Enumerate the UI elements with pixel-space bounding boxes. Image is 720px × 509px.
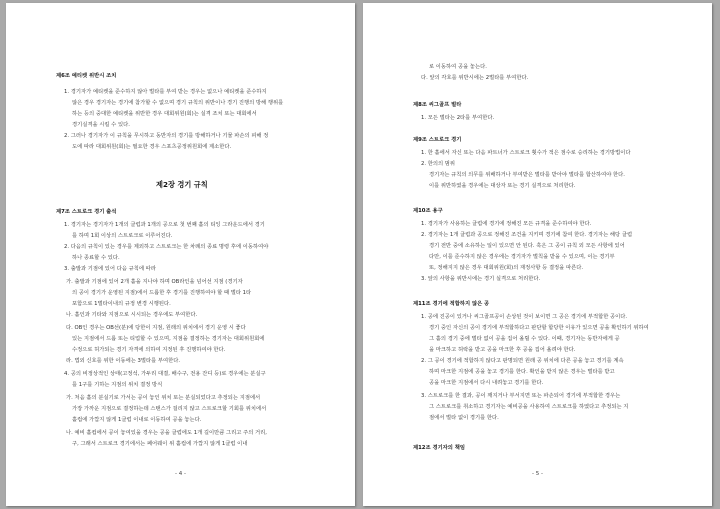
text-line: 3. 출발과 기점에 있어 다음 규칙에 따라 [64, 266, 156, 272]
text-line: 3. 앞의 사항을 위반시에는 경기 실격으로 처리한다. [421, 276, 541, 282]
text-line: 1. 경기자가 예티켓을 준수하지 않아 벌타를 부여 받는 경우는 없으나 예티켓을 준수하지 [64, 89, 267, 95]
page-content [6, 3, 355, 506]
section-heading: 제12조 경기자의 책임 [413, 445, 465, 451]
text-line: 가. 처음 홀의 분실기로 가서는 공이 놓인 위치 또는 분실되었다고 추정되는 지점에서 [66, 395, 261, 401]
text-line: 하나 종료할 수 있다. [72, 255, 120, 261]
text-line: 구, 그래서 스트로크 경기에서는 페어웨이 위 홀컵에 가깝지 않게 1클럽 이내 [72, 441, 248, 447]
text-line: 이를 위반하였을 경우에는 대상자 또는 경기 실격으로 처리한다. [429, 183, 576, 189]
text-line: 있는 지점에서 드롭 또는 티업할 수 있으며, 지점을 결정하는 경기자는 대회위원회에 [72, 336, 265, 342]
text-line: 2. 한의의 범위 [421, 161, 456, 167]
text-line: 다만, 이를 준수하지 않은 경우에는 경기자가 벌칙을 받을 수 있으며, 이는 경기부 [429, 254, 615, 260]
text-line: 을 마크하고 허락을 받고 공을 마크한 후 공을 집어 올려야 한다. [429, 347, 576, 353]
text-line: 로 이동하여 공을 놓는다. [429, 64, 487, 70]
text-line: 1. 한 홀에서 자신 또는 다음 파트너가 스트로크 횟수가 적은 점수로 승리하는 경기방법이다 [421, 150, 631, 156]
text-line: 1. 공에 진공이 있거나 씨그골프공이 손상된 것이 보이면 그 공은 경기에 부적합한 공이다. [421, 314, 628, 320]
section-heading: 제7조 스트로크 경기 출석 [56, 209, 117, 215]
text-line: 경기 중인 자신의 공이 경기에 부적합하다고 판단할 합당한 이유가 있으면 공을 확인하기 위하여 [429, 325, 649, 331]
text-line: 하며 마크한 지점에 공을 놓고 경기를 한다. 확인을 받지 않은 경우는 벌타를 받고 [429, 369, 615, 375]
section-heading: 제9조 스트로크 경기 [413, 137, 462, 143]
text-line: 2. 그 공이 경기에 적합하지 않다고 판명되면 원래 공 위치에 다른 공을 놓고 경기를 계속 [421, 358, 624, 364]
text-line: 또, 정해지지 않은 경우 대회위원(회)의 재정사항 등 결정을 따른다. [429, 265, 584, 271]
text-line: 나. 예비 홀컵에서 공이 놓여있을 경우는 공을 클럽에도 1개 길이만큼 그리고 주의 거리, [66, 430, 267, 436]
text-line: 1. 모든 벌타는 2타를 부여한다. [421, 115, 495, 121]
text-line: 하는 등의 중대한 예티켓을 위반한 경우 대회위원(회)는 실격 조치 또는 대회에서 [72, 111, 257, 117]
text-line: 홀컵에 가깝지 않게 1클럽 이내로 이동하여 공을 놓는다. [72, 417, 202, 423]
text-line: 수정으로 허가되는 경기 자격에 의하여 지정된 후 진행하여야 한다. [72, 347, 226, 353]
text-line: 2. 그러나 경기자가 이 규칙을 무시하고 동반자의 경기를 방해하거나 기물 파손의 피해 정 [64, 133, 269, 139]
text-line: 를 1구를 기하는 지점의 위치 결정 방식 [72, 382, 163, 388]
text-line: 공을 마크한 지점에서 다시 내려놓고 경기를 한다. [429, 380, 544, 386]
page-number: - 5 - [532, 471, 543, 477]
text-line: 경기 전반 중에 소유하는 일이 있으면 안 된다. 혹은 그 공이 규칙 외 모든 사항에 있어 [429, 243, 625, 249]
text-line: 1. 경기자는 경기자가 1개의 클럽과 1개의 공으로 첫 번째 홀의 티잉 그라운드에서 경기 [64, 222, 265, 228]
text-line: 경기자는 규칙의 의무를 위배하거나 부여받은 벌타를 받아야 벌타를 합산하여야 한다. [429, 172, 625, 178]
text-line: 그 홀의 경기 중에 벌타 없이 공을 집어 올릴 수 있다. 이때, 경기자는 동반자에게 공 [429, 336, 620, 342]
text-line: 도에 따라 대회위원(회)는 필요한 경우 스포츠공정위원회에 제소한다. [72, 144, 232, 150]
text-line: 2. 경기자는 1개 클럽과 공으로 정해진 조건을 지키며 경기에 참여 한다. 경기자는 해당 클럽 [421, 232, 633, 238]
chapter-heading: 제2장 경기 규칙 [156, 180, 208, 189]
text-line: 2. 다음의 규칙이 있는 경우를 제외하고 스트로크는 한 차례의 종료 명령 후에 이동하여야 [64, 244, 269, 250]
text-line: 가장 가까운 지점으로 결정하는데 스탠스가 걸리지 않고 스트로크할 기회를 위치에서 [72, 406, 267, 412]
text-line: 다. 앞의 각호를 위반시에는 2벌타를 부여한다. [421, 75, 529, 81]
page-number: - 4 - [175, 471, 186, 477]
text-line: 를 하며 1회 이상의 스트로크로 이루어진다. [72, 233, 173, 239]
page-content [363, 3, 712, 506]
section-heading: 제8조 씨그골프 벌타 [413, 102, 462, 108]
text-line: 나. 홀인과 기타와 지점으로 시시되는 경우에도 부여한다. [66, 312, 198, 318]
section-heading: 제6조 예티켓 위반시 조치 [56, 73, 117, 79]
section-heading: 제10조 용구 [413, 208, 443, 214]
document-page-right [363, 3, 712, 506]
document-page-left [6, 3, 355, 506]
text-line: 가. 출발과 기점에 있어 2개 홀을 지나야 하며 OB라인을 넘어선 지점 (경기자 [66, 279, 243, 285]
text-line: 1. 경기자가 사용하는 클럽에 경기에 정해진 모든 규격을 준수하여야 한다. [421, 221, 592, 227]
text-line: 다. OB인 경우는 OB선(분)에 당한이 지점, 원래의 위치에서 경기 운영 시 좋다 [66, 325, 246, 331]
section-heading: 제11조 경기에 적합하지 않은 공 [413, 301, 490, 307]
text-line: 포함으로 1벌타이내의 규정 변경 시행된다. [72, 301, 171, 307]
text-line: 의 공이 경기가 운영된 지점)에서 드롭한 후 경기를 진행하여야 할 때 벌타 1타 [72, 290, 252, 296]
text-line: 경기실격을 시킬 수 있다. [72, 122, 130, 128]
text-line: 3. 스트로크를 한 결과, 공이 깨지거나 부서지면 또는 파손되어 경기에 부적합한 경우는 [421, 393, 621, 399]
text-line: 4. 공의 비정상적인 상태(고정석, 가두리 대결, 배수구, 전용 잔디 등)로 경우에는 분실구 [64, 371, 266, 377]
text-line: 점에서 벌타 없이 경기를 한다. [429, 415, 499, 421]
text-line: 그 스트로크를 취소하고 경기자는 예비공을 사용하여 스트로크를 하였다고 추정되는 지 [429, 404, 629, 410]
text-line: 라. 법외 신호를 위한 이동에는 3벌타를 부여한다. [66, 358, 181, 364]
text-line: 않은 경우 경기자는 경기에 참가할 수 없으며 경기 규칙의 위반이나 경기 진행의 방해 행위를 [72, 100, 284, 106]
